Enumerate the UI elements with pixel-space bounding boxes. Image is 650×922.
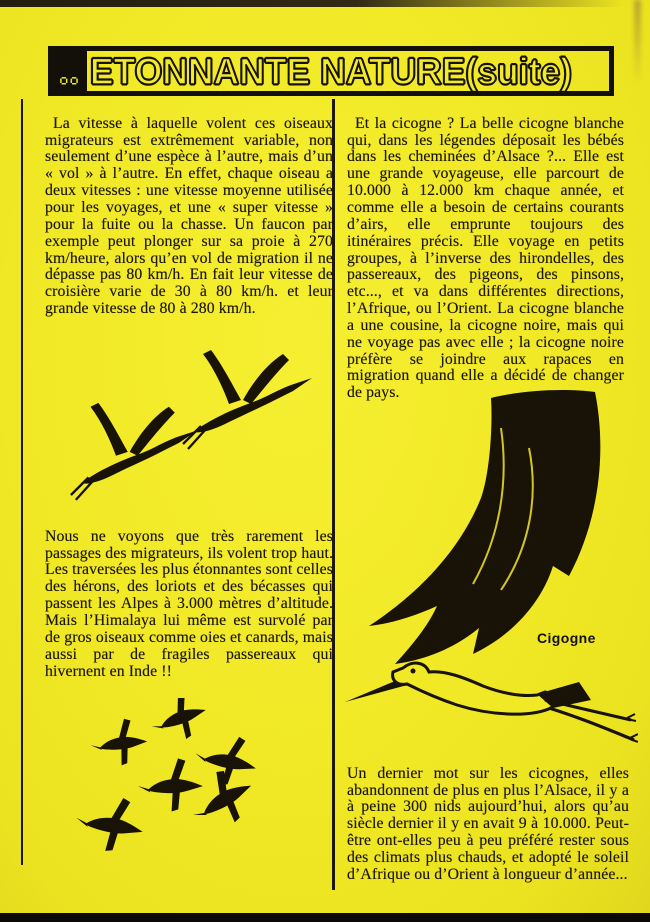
paragraph-stork-intro: Et la cicogne ? La belle cicogne blanche qui, dans les légendes déposait les bébés dans les cheminées d’Alsace ?... Elle est une grande voyageuse, elle parcourt de 10.000 à 12.000 km chaque année, et comme elle a besoin de certains courants d’airs, elle emprunte toujours des itinéraires précis. Elle voyage en petits groupes, à l’inverse des hirondelles, des passereaux, des pigeons, des pinsons, etc..., et va dans différentes directions, l’Afrique, ou l’Orient. La cicogne blanche a une cousine, la cicogne noire, mais qui ne voyage pas avec elle ; la cicogne noire préfère se joindre aux rapaces en migration quand elle a décidé de changer de pays.	[347, 114, 624, 402]
geese-illustration	[75, 698, 285, 873]
paragraph-bird-speeds: La vitesse à laquelle volent ces oiseaux migrateurs est extrêmement variable, non seulement d’une espèce à l’autre, mais d’un « vol » à l’autre. En effet, chaque oiseau a deux vitesses : une vitesse moyenne utilisée pour les voyages, et une « super vitesse » pour la fuite ou la chasse. Un faucon par exemple peut plonger sur sa proie à 270 km/heure, alors qu’en vol de migration il ne dépasse pas 80 km/h. En fait leur vitesse de croisière varie de 30 à 80 km/h. et leur grande vitesse de 80 à 280 km/h.	[45, 114, 333, 318]
page-title: ETONNANTE NATURE(suite)	[89, 51, 573, 92]
stork-illustration	[333, 388, 638, 750]
title-dots-block	[53, 51, 87, 91]
scan-edge-top	[0, 0, 650, 7]
title-dots: ..	[59, 57, 81, 90]
cranes-illustration	[65, 342, 315, 517]
stork-eye	[411, 669, 416, 674]
left-margin-rule	[21, 99, 23, 865]
scan-crease	[634, 0, 641, 85]
stork-wing	[369, 390, 600, 664]
stork-body	[393, 663, 556, 714]
stork-caption: Cigogne	[537, 630, 596, 646]
paragraph-stork-alsace: Un dernier mot sur les cicognes, elles abandonnent de plus en plus l’Alsace, il y a à peine 300 nids aujourd’hui, alors qu’au siècle dernier il y en avait 9 à 10.000. Peut-être ont-elles peu à peu préféré rester sous des climats plus chauds, et adopté le soleil d’Afrique ou d’Orient à longueur d’année...	[347, 764, 629, 883]
paragraph-migration-altitude: Nous ne voyons que très rarement les passages des migrateurs, ils volent trop haut. Les traversées les plus étonnantes sont celles des hérons, des loriots et des bécasses qui passent les Alpes à 3.000 mètres d’altitude. Mais l’Himalaya lui même est survolé par de gros oiseaux comme oies et canards, mais aussi par de fragiles passereaux qui hivernent en Inde !!	[45, 527, 333, 680]
masthead-title-bar	[48, 46, 614, 96]
scan-edge-bottom	[0, 913, 650, 922]
